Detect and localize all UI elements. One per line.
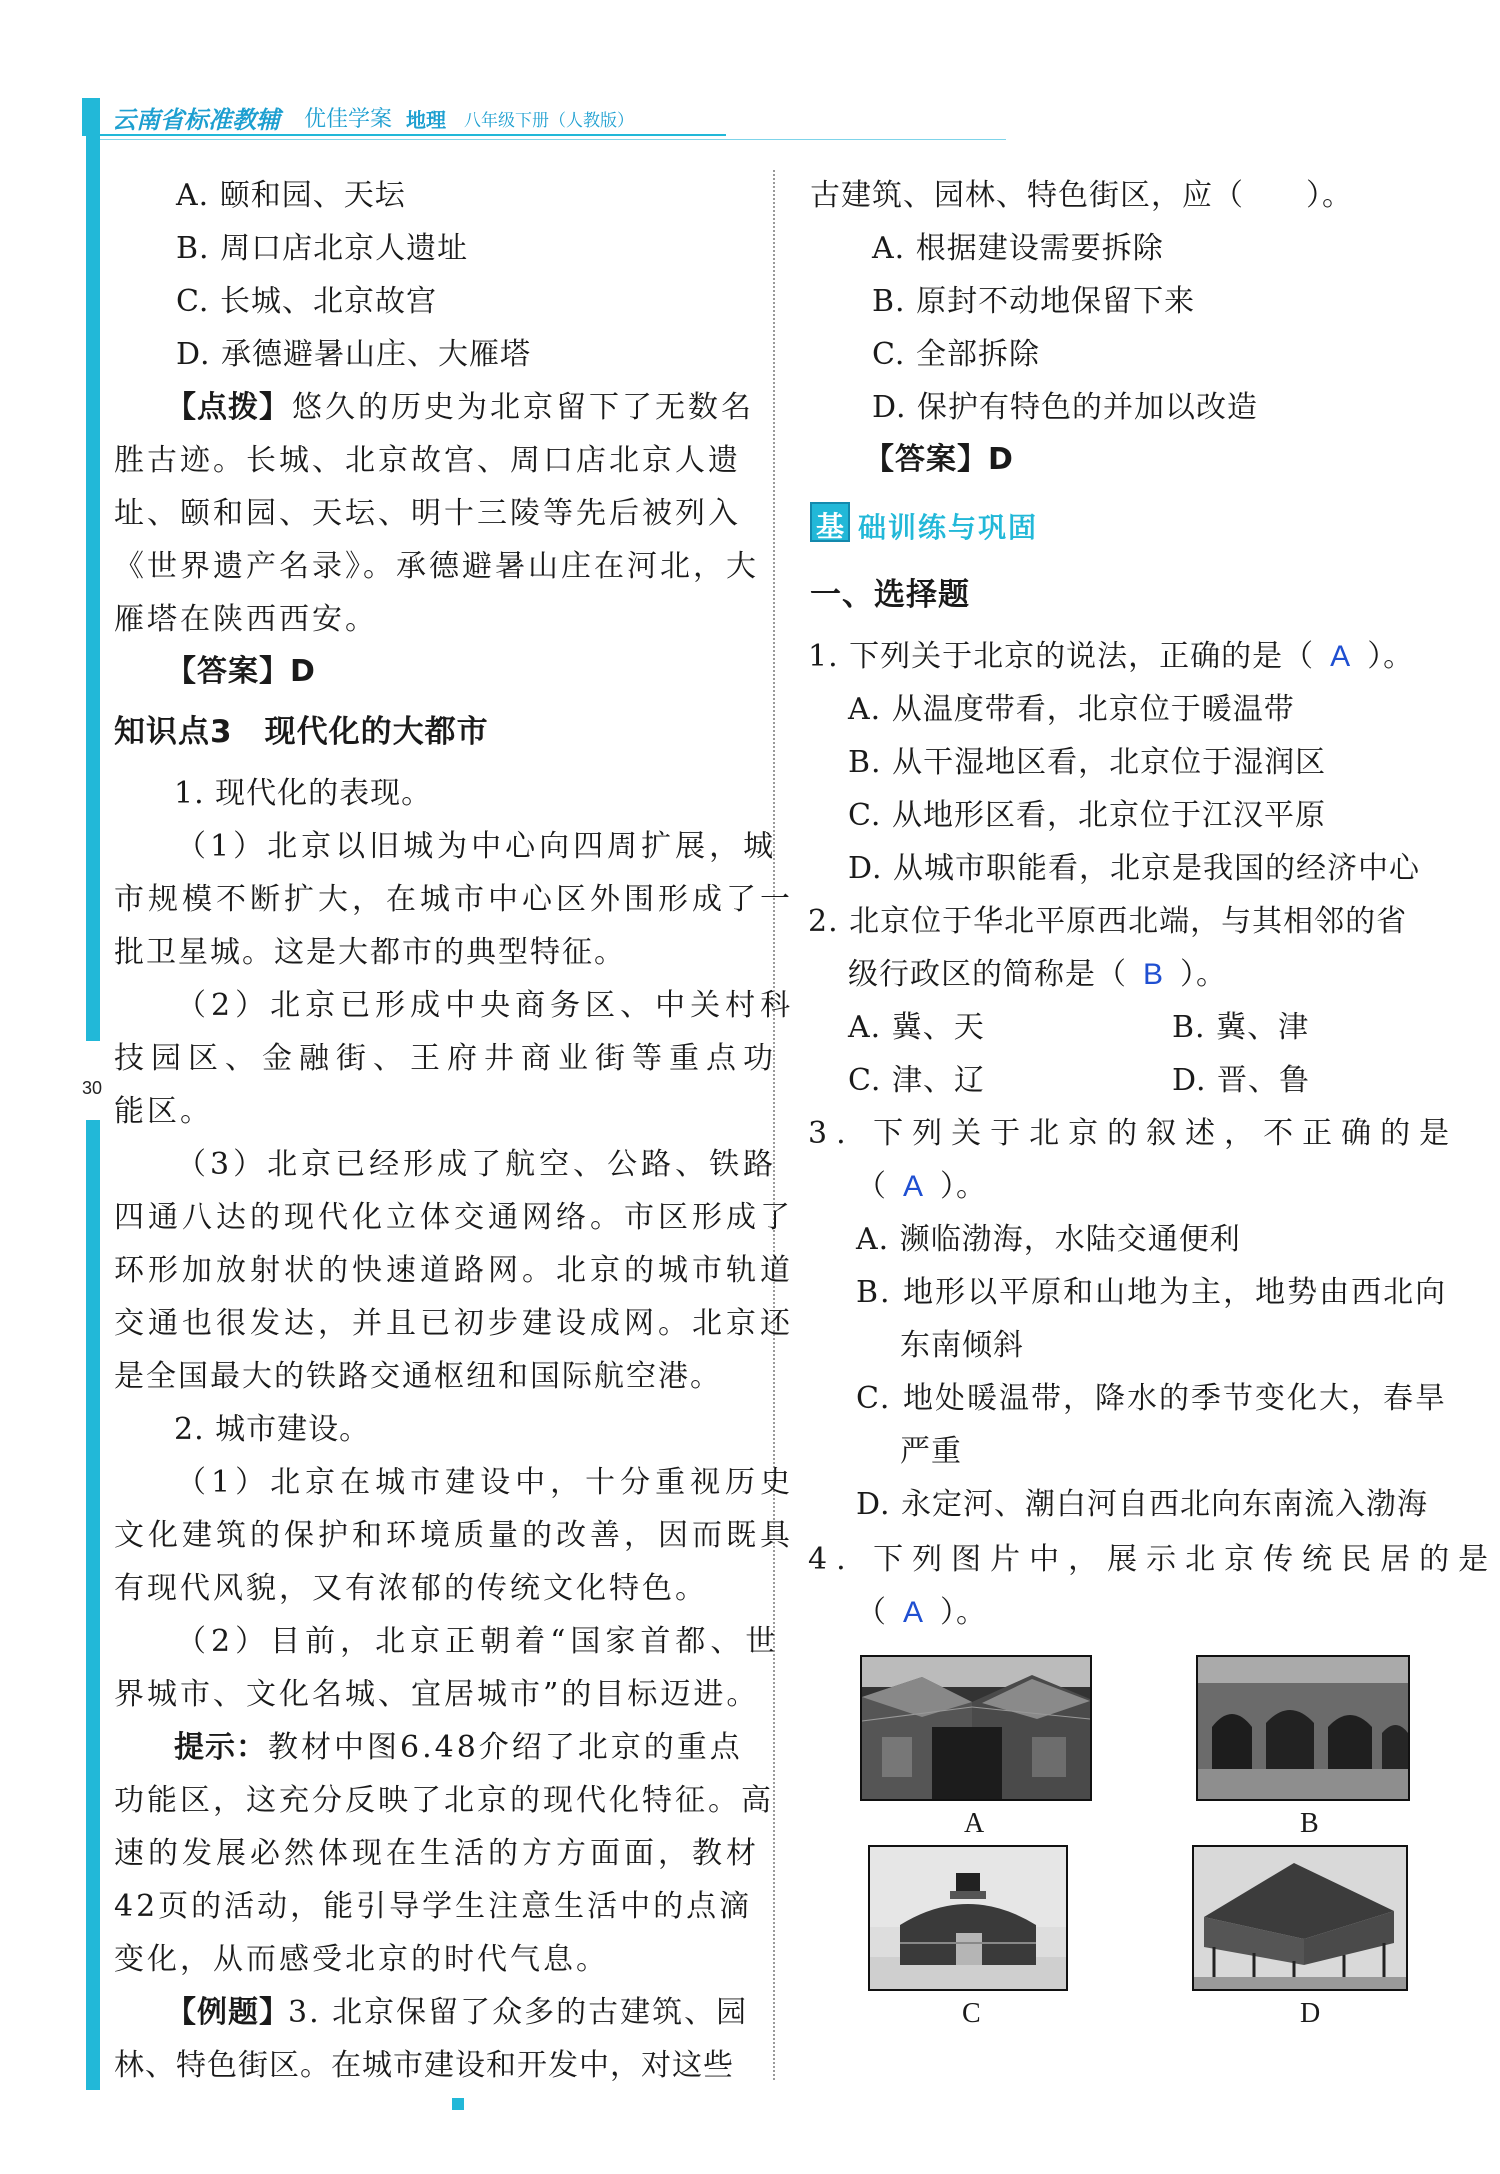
q2-option-c: C. 津、辽	[848, 1063, 985, 1098]
example-answer: 【答案】D	[864, 442, 1014, 477]
q2-option-a: A. 冀、天	[848, 1010, 985, 1045]
header-subject: 地理	[406, 108, 446, 132]
tip-line: 胜古迹。长城、北京故宫、周口店北京人遗	[114, 443, 741, 478]
q2-option-b: B. 冀、津	[1172, 1010, 1310, 1045]
q1-option-b: B. 从干湿地区看，北京位于湿润区	[848, 745, 1327, 780]
para-line: 环形加放射状的快速道路网。北京的城市轨道	[114, 1253, 794, 1288]
section-2-heading: 2. 城市建设。	[174, 1412, 371, 1447]
prev-option-c: C. 长城、北京故宫	[176, 284, 437, 319]
q1-stem	[808, 637, 1414, 677]
q1-option-c: C. 从地形区看，北京位于江汉平原	[848, 798, 1326, 833]
para-line: 有现代风貌，又有浓郁的传统文化特色。	[114, 1571, 708, 1606]
q3-stem-line2: （ A ）。	[856, 1169, 988, 1204]
q3-option-d: D. 永定河、潮白河自西北向东南流入渤海	[856, 1487, 1429, 1522]
q3-option-b: B. 地形以平原和山地为主，地势由西北向	[856, 1275, 1448, 1310]
q3-option-b-cont: 东南倾斜	[900, 1328, 1024, 1363]
q3-stem-line1: 3. 下列关于北京的叙述，不正确的是	[808, 1116, 1459, 1151]
q1-answer: A	[1330, 640, 1352, 673]
prev-option-d: D. 承德避暑山庄、大雁塔	[176, 337, 532, 372]
margin-bar-top	[86, 136, 100, 1041]
q4-stem-line2: （ A ）。	[856, 1595, 988, 1630]
practice-banner	[810, 500, 1070, 546]
para-line: （1）北京以旧城为中心向四周扩展，城	[176, 829, 778, 864]
banner-char: 基	[816, 510, 845, 543]
example-option-a: A. 根据建设需要拆除	[872, 231, 1164, 266]
para-line: 能区。	[114, 1094, 213, 1129]
para-line: 市规模不断扩大，在城市中心区外围形成了一	[114, 882, 794, 917]
prev-option-b: B. 周口店北京人遗址	[176, 231, 469, 266]
photo-a-caption: A	[964, 1808, 985, 1839]
example-option-d: D. 保护有特色的并加以改造	[872, 390, 1259, 425]
photo-d-caption: D	[1300, 1998, 1321, 2029]
q4-answer: A	[903, 1596, 925, 1629]
q2-answer: B	[1143, 958, 1165, 991]
banner-text: 础训练与巩固	[858, 511, 1039, 544]
q1-stem-a: 1. 下列关于北京的说法，正确的是（	[808, 639, 1315, 674]
q3-option-a: A. 濒临渤海，水陆交通便利	[856, 1222, 1241, 1257]
para-line: 界城市、文化名城、宜居城市”的目标迈进。	[114, 1677, 760, 1712]
example-continuation: 古建筑、园林、特色街区，应（ ）。	[810, 178, 1353, 213]
para-line: 是全国最大的铁路交通枢纽和国际航空港。	[114, 1359, 722, 1394]
q2-stem-b: ）。	[1180, 957, 1228, 992]
section-choice-title: 一、选择题	[810, 577, 970, 613]
para-line: 文化建筑的保护和环境质量的改善，因而既具	[114, 1518, 794, 1553]
hint-line: 教材中图6.48介绍了北京的重点	[268, 1730, 743, 1765]
header-rule-thin	[96, 139, 1006, 140]
photo-a-courtyard-house	[860, 1655, 1092, 1801]
photo-c-drawing	[870, 1847, 1066, 1989]
section-1-heading: 1. 现代化的表现。	[174, 776, 433, 811]
q2-option-d: D. 晋、鲁	[1172, 1063, 1311, 1098]
q1-stem-b: ）。	[1367, 639, 1415, 674]
photo-b-drawing	[1198, 1657, 1408, 1799]
para-line: （2）北京已形成中央商务区、中关村科	[176, 988, 796, 1023]
para-line: 四通八达的现代化立体交通网络。市区形成了	[114, 1200, 794, 1235]
header-rule	[96, 134, 726, 136]
photo-d-stilt-house	[1192, 1845, 1408, 1991]
q2-stem-line2	[848, 955, 1227, 995]
tip-line: 址、颐和园、天坛、明十三陵等先后被列入	[114, 496, 741, 531]
margin-bar-end	[452, 2098, 464, 2110]
para-line: 技园区、金融街、王府井商业街等重点功	[114, 1041, 780, 1076]
tip-line: 悠久的历史为北京留下了无数名	[292, 390, 754, 425]
header-accent-block	[82, 98, 100, 136]
header-brand: 优佳学案	[304, 107, 393, 132]
q1-option-a: A. 从温度带看，北京位于暖温带	[848, 692, 1295, 727]
q3-option-c-cont: 严重	[900, 1434, 962, 1469]
q2-stem-line1: 2. 北京位于华北平原西北端，与其相邻的省	[808, 904, 1408, 939]
prev-option-a: A. 颐和园、天坛	[176, 178, 406, 213]
example-line: 林、特色街区。在城市建设和开发中，对这些	[114, 2048, 734, 2083]
example-option-c: C. 全部拆除	[872, 337, 1040, 372]
para-line: 批卫星城。这是大都市的典型特征。	[114, 935, 626, 970]
hint-label: 提示：	[174, 1730, 267, 1765]
para-line: （3）北京已经形成了航空、公路、铁路	[176, 1147, 778, 1182]
tip-label: 【点拨】	[166, 390, 290, 425]
tip-line: 雁塔在陕西西安。	[114, 602, 378, 637]
q4-stem-line1: 4. 下列图片中，展示北京传统民居的是	[808, 1542, 1498, 1577]
q2-stem-a: 级行政区的简称是（	[848, 957, 1127, 992]
q3-option-c: C. 地处暖温带，降水的季节变化大，春旱	[856, 1381, 1447, 1416]
para-line: （2）目前，北京正朝着“国家首都、世	[176, 1624, 781, 1659]
example-line: 3. 北京保留了众多的古建筑、园	[288, 1995, 749, 2030]
tip-line: 《世界遗产名录》。承德避暑山庄在河北，大	[114, 549, 759, 584]
photo-d-drawing	[1194, 1847, 1406, 1989]
header-bar	[82, 98, 727, 136]
photo-c-caption: C	[962, 1998, 981, 2029]
header-series: 云南省标准教辅	[112, 106, 280, 134]
photo-c-yurt	[868, 1845, 1068, 1991]
margin-bar-bottom	[86, 1120, 100, 2090]
banner-char-box	[810, 502, 850, 542]
answer-1: 【答案】D	[166, 654, 316, 689]
para-line: （1）北京在城市建设中，十分重视历史	[176, 1465, 796, 1500]
page-number: 30	[82, 1078, 103, 1098]
hint-line: 功能区，这充分反映了北京的现代化特征。高	[114, 1783, 774, 1818]
photo-b-cave-dwelling	[1196, 1655, 1410, 1801]
hint-line: 变化，从而感受北京的时代气息。	[114, 1942, 609, 1977]
hint-line: 42页的活动，能引导学生注意生活中的点滴	[114, 1889, 753, 1924]
para-line: 交通也很发达，并且已初步建设成网。北京还	[114, 1306, 794, 1341]
knowledge-point-title: 知识点3 现代化的大都市	[114, 714, 489, 750]
photo-b-caption: B	[1300, 1808, 1319, 1839]
example-label: 【例题】	[166, 1995, 290, 2030]
header-grade: 八年级下册（人教版）	[464, 111, 634, 131]
q1-option-d: D. 从城市职能看，北京是我国的经济中心	[848, 851, 1421, 886]
photo-a-drawing	[862, 1657, 1090, 1799]
q3-answer: A	[903, 1170, 925, 1203]
example-option-b: B. 原封不动地保留下来	[872, 284, 1196, 319]
hint-line: 速的发展必然体现在生活的方方面面，教材	[114, 1836, 760, 1871]
